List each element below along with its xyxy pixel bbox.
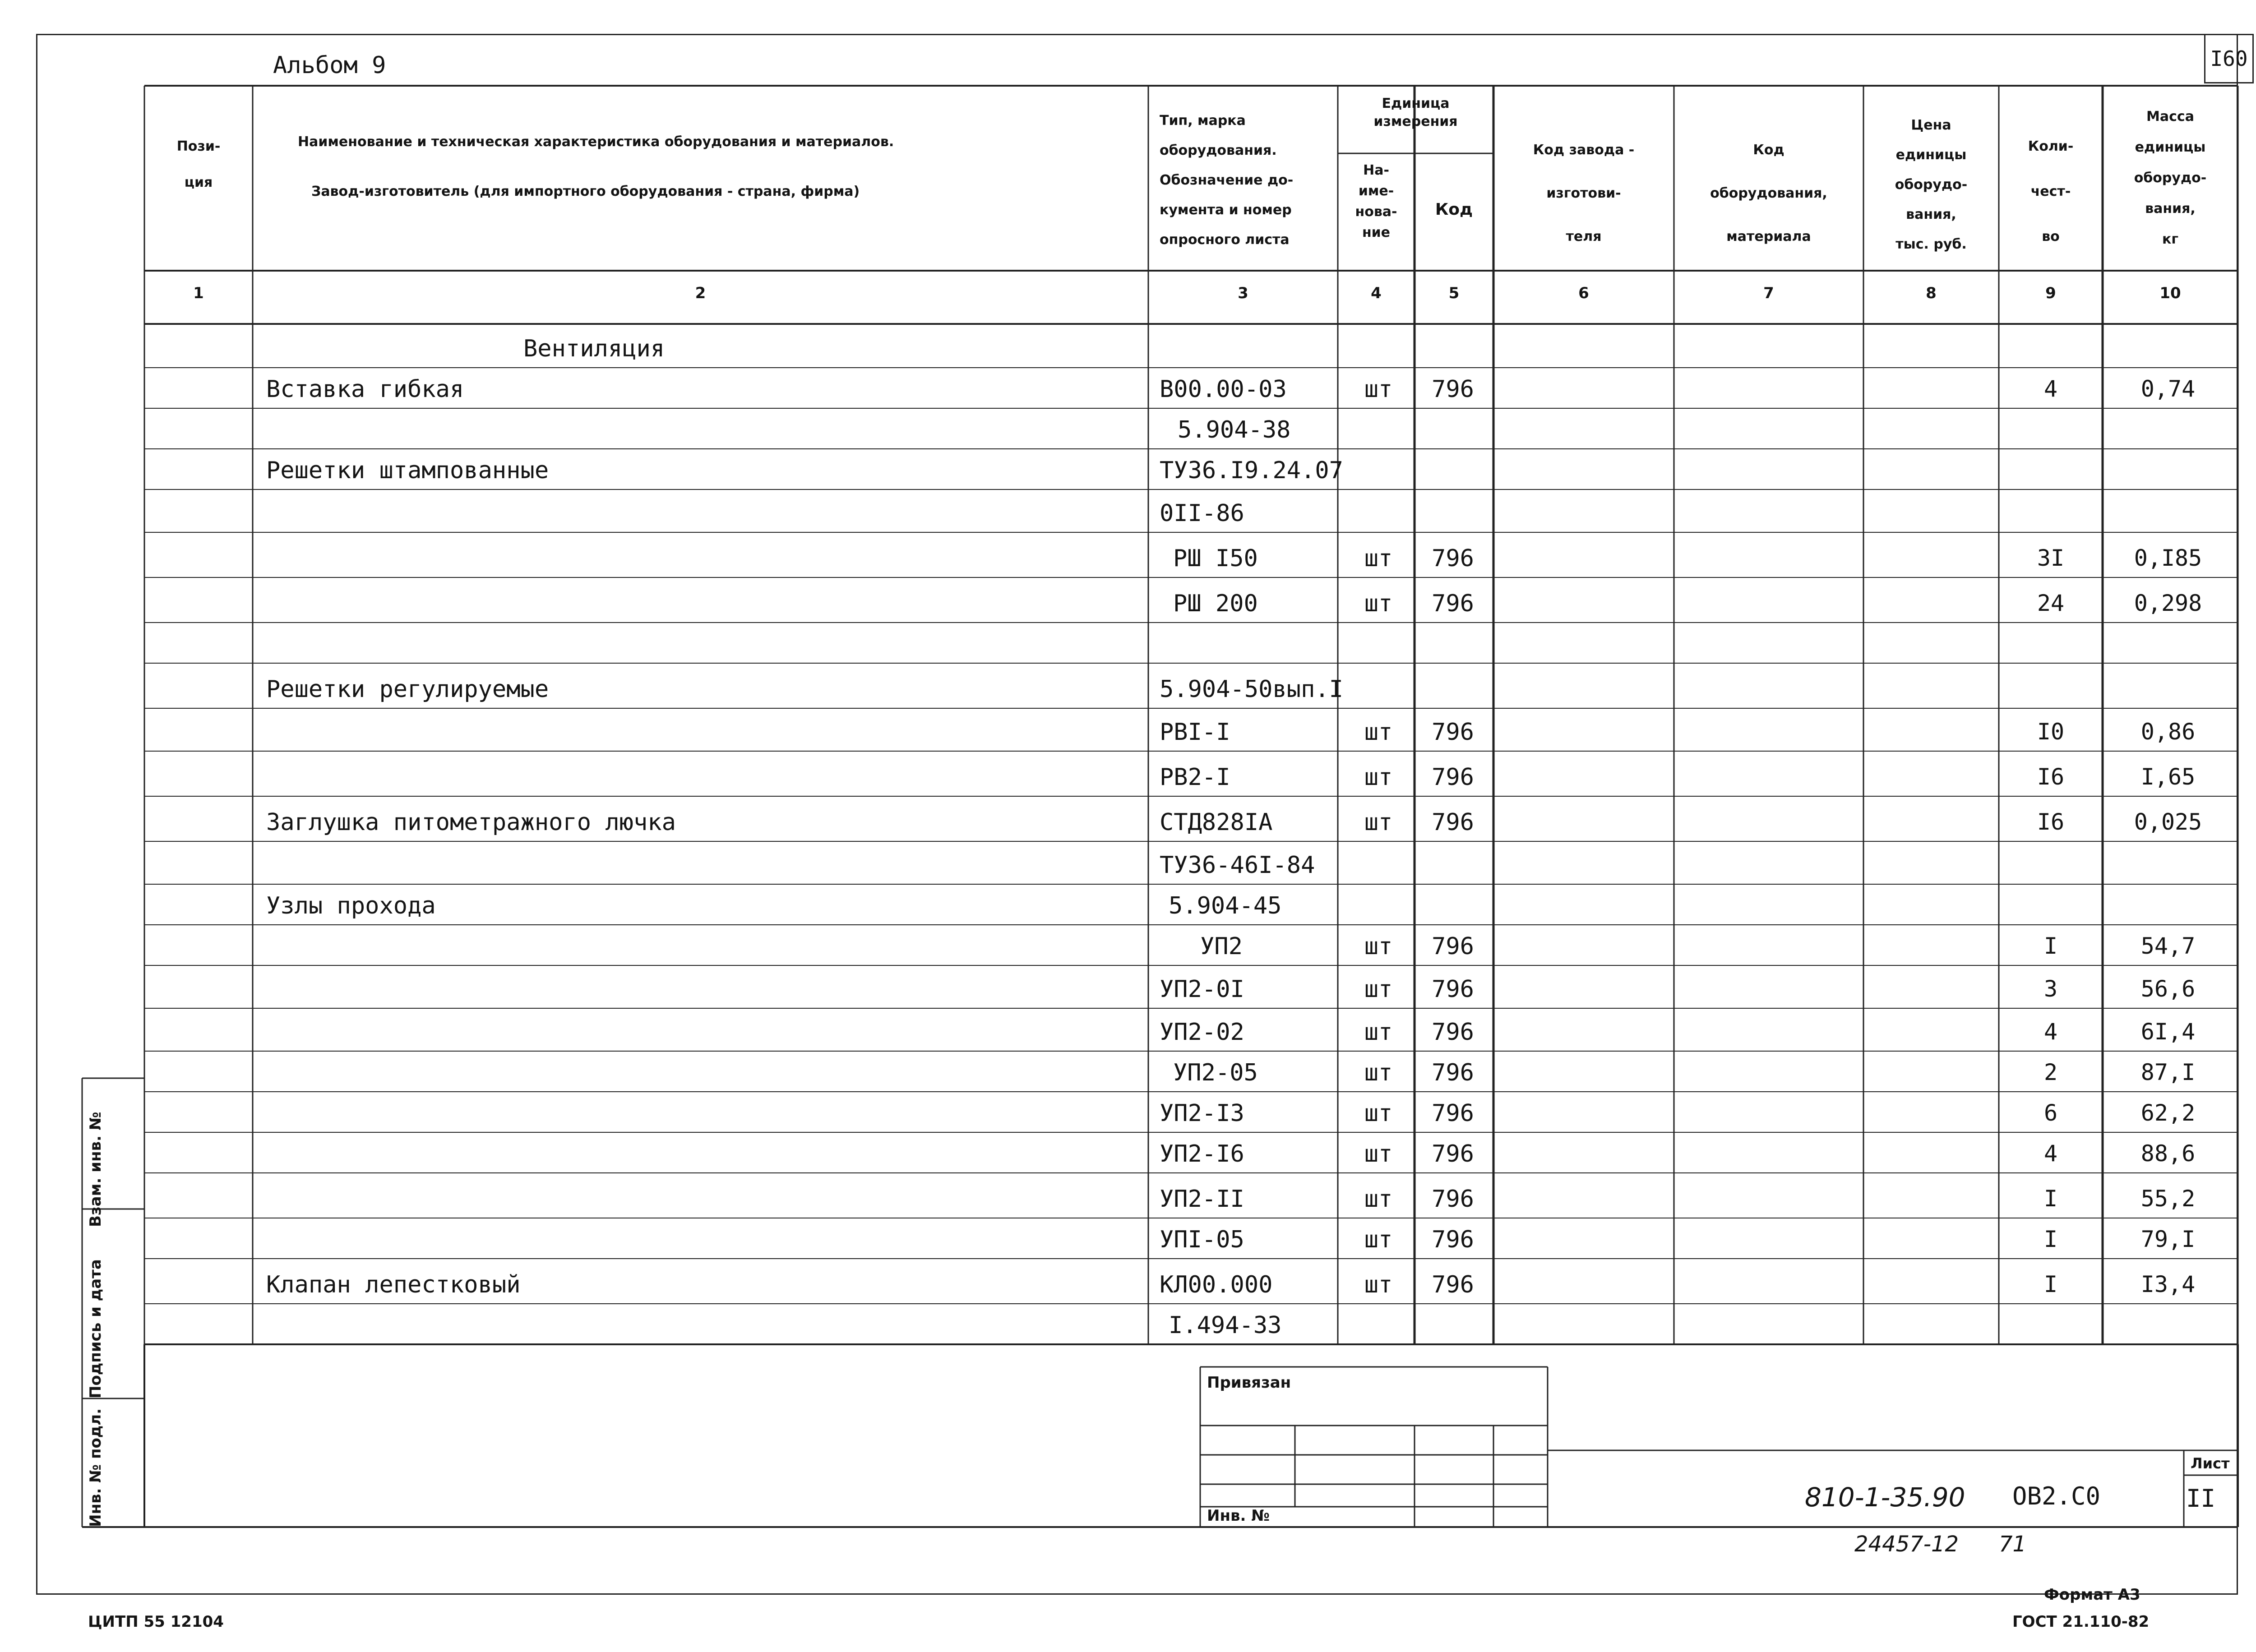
item-mass: 55,2	[2140, 1186, 2196, 1212]
header-price-l3: оборудо-	[1895, 177, 1968, 193]
header-mass-l5: кг	[2162, 231, 2179, 247]
stamp-code: ОВ2.С0	[2012, 1482, 2101, 1510]
item-mass: 88,6	[2140, 1140, 2196, 1167]
header-position-line2: ция	[184, 175, 213, 190]
header-unit	[1338, 95, 1493, 131]
column-number-1: 1	[193, 284, 204, 302]
item-code: 796	[1432, 1186, 1474, 1213]
header-factory-code-l2: изготови-	[1546, 185, 1621, 201]
item-mass: 54,7	[2140, 933, 2196, 959]
header-factory-code	[1493, 129, 1674, 258]
item-unit: шт	[1364, 1186, 1393, 1213]
header-unit-name-l1: На-	[1363, 162, 1389, 178]
item-code: 796	[1432, 1271, 1474, 1298]
item-unit: шт	[1364, 590, 1393, 617]
item-code: 796	[1432, 376, 1474, 403]
item-mass: 87,I	[2140, 1059, 2196, 1085]
header-quantity-l2: чест-	[2030, 184, 2071, 199]
header-mass-l3: оборудо-	[2134, 170, 2207, 186]
item-code: 796	[1432, 1019, 1474, 1046]
item-type: 0II-86	[1160, 500, 1244, 527]
header-mass-l4: вания,	[2145, 201, 2196, 217]
item-unit: шт	[1364, 719, 1393, 746]
item-mass: 0,74	[2140, 376, 2196, 402]
item-unit: шт	[1364, 976, 1393, 1003]
album-label: Альбом 9	[273, 52, 386, 79]
footer-citp: ЦИТП 55 12104	[88, 1613, 224, 1631]
item-quantity: 4	[2043, 1140, 2058, 1167]
item-code: 796	[1432, 590, 1474, 617]
item-unit: шт	[1364, 545, 1393, 572]
header-price-l5: тыс. руб.	[1895, 236, 1967, 252]
item-type: УП2-05	[1173, 1059, 1258, 1086]
item-unit: шт	[1364, 1140, 1393, 1167]
stamp-inv-no: Инв. №	[1207, 1507, 1270, 1525]
item-type: В00.00-03	[1160, 376, 1287, 403]
side-label-signature-date: Подпись и дата	[87, 1259, 105, 1398]
header-unit-name-l4: ние	[1362, 225, 1391, 240]
side-label-original-inv: Инв. № подл.	[87, 1408, 105, 1527]
header-unit-line2: измерения	[1373, 114, 1458, 129]
item-quantity: 3I	[2037, 545, 2065, 571]
column-number-3: 3	[1238, 284, 1248, 302]
item-type: РШ 200	[1173, 590, 1258, 617]
header-unit-line1: Единица	[1382, 96, 1450, 111]
item-type: ТУ36-46I-84	[1160, 852, 1315, 879]
item-unit: шт	[1364, 933, 1393, 960]
item-name: Клапан лепестковый	[266, 1271, 521, 1298]
header-factory-code-l1: Код завода -	[1533, 142, 1635, 158]
header-name-line1: Наименование и техническая характеристика оборудования и материалов.	[298, 134, 894, 150]
item-quantity: 2	[2043, 1059, 2058, 1085]
header-price	[1863, 111, 1999, 259]
item-mass: 6I,4	[2140, 1019, 2196, 1045]
item-unit: шт	[1364, 1271, 1393, 1298]
item-name: Вставка гибкая	[266, 376, 464, 403]
column-number-5: 5	[1448, 284, 1460, 302]
item-code: 796	[1432, 976, 1474, 1003]
item-code: 796	[1432, 1059, 1474, 1086]
item-name: Решетки регулируемые	[266, 676, 549, 703]
item-name: Узлы прохода	[266, 892, 436, 919]
item-type: УПI-05	[1160, 1226, 1244, 1253]
item-mass: 0,I85	[2134, 545, 2202, 571]
item-mass: I,65	[2140, 764, 2196, 790]
item-type: РВ2-I	[1160, 764, 1230, 791]
item-unit: шт	[1364, 1100, 1393, 1127]
header-equipment-code-l3: материала	[1726, 229, 1811, 245]
header-unit-name-l3: нова-	[1355, 204, 1397, 220]
header-unit-name	[1338, 160, 1415, 243]
item-quantity: 4	[2043, 376, 2058, 402]
item-type: ТУ36.I9.24.07	[1160, 457, 1343, 484]
header-mass-l2: единицы	[2135, 139, 2206, 155]
item-quantity: 6	[2043, 1100, 2058, 1126]
stamp-sheet-label: Лист	[2191, 1455, 2230, 1472]
item-quantity: 4	[2043, 1019, 2058, 1045]
item-type: УП2	[1200, 933, 1243, 960]
column-number-4: 4	[1371, 284, 1382, 302]
item-type: 5.904-38	[1178, 416, 1291, 443]
header-equipment-code-l2: оборудования,	[1710, 185, 1827, 201]
item-unit: шт	[1364, 764, 1393, 791]
column-number-10: 10	[2159, 284, 2181, 302]
item-quantity: 24	[2037, 590, 2065, 616]
item-quantity: I6	[2037, 764, 2065, 790]
header-type-line5: опросного листа	[1160, 232, 1290, 248]
header-price-l2: единицы	[1895, 147, 1967, 163]
item-name: Решетки штампованные	[266, 457, 549, 484]
stamp-privyazan: Привязан	[1207, 1374, 1291, 1392]
stamp-designation: 810-1-35.90	[1805, 1482, 1965, 1513]
item-mass: 0,298	[2134, 590, 2202, 616]
item-type: СТД828IА	[1160, 809, 1273, 836]
item-type: УП2-II	[1160, 1186, 1244, 1213]
section-heading: Вентиляция	[523, 335, 665, 362]
column-number-9: 9	[2045, 284, 2056, 302]
item-quantity: I0	[2037, 719, 2065, 745]
header-type-line2: оборудования.	[1160, 143, 1277, 158]
header-price-l1: Цена	[1911, 117, 1951, 133]
item-quantity: 3	[2043, 976, 2058, 1002]
item-name: Заглушка питометражного лючка	[266, 809, 676, 836]
header-type	[1160, 106, 1331, 255]
header-unit-code: Код	[1435, 200, 1473, 219]
item-type: УП2-I6	[1160, 1140, 1244, 1167]
header-factory-code-l3: теля	[1566, 229, 1602, 245]
side-label-replacement-inv: Взам. инв. №	[87, 1112, 105, 1227]
item-type: 5.904-45	[1169, 892, 1282, 919]
item-unit: шт	[1364, 809, 1393, 836]
item-quantity: I	[2043, 1271, 2058, 1297]
column-number-7: 7	[1763, 284, 1774, 302]
footer-gost: ГОСТ 21.110-82	[2012, 1613, 2150, 1631]
item-type: РШ I50	[1173, 545, 1258, 572]
item-quantity: I	[2043, 933, 2058, 959]
item-type: I.494-33	[1169, 1312, 1282, 1339]
header-unit-name-l2: име-	[1358, 183, 1394, 199]
item-mass: 0,86	[2140, 719, 2196, 745]
header-position	[147, 138, 250, 192]
item-code: 796	[1432, 719, 1474, 746]
column-number-6: 6	[1578, 284, 1589, 302]
item-mass: 79,I	[2140, 1226, 2196, 1252]
handwritten-number: 24457-12	[1854, 1532, 1959, 1557]
item-quantity: I	[2043, 1226, 2058, 1252]
header-name	[298, 133, 894, 201]
item-unit: шт	[1364, 376, 1393, 403]
item-code: 796	[1432, 1140, 1474, 1167]
column-number-2: 2	[695, 284, 706, 302]
item-mass: 0,025	[2134, 809, 2202, 835]
header-type-line1: Тип, марка	[1160, 113, 1246, 129]
item-unit: шт	[1364, 1226, 1393, 1253]
item-mass: I3,4	[2140, 1271, 2196, 1297]
item-type: УП2-02	[1160, 1019, 1244, 1046]
header-mass-l1: Масса	[2146, 109, 2194, 125]
item-quantity: I	[2043, 1186, 2058, 1212]
header-mass	[2103, 102, 2238, 255]
header-position-line1: Пози-	[176, 138, 221, 154]
item-type: УП2-0I	[1160, 976, 1244, 1003]
footer-format: Формат А3	[2044, 1586, 2140, 1604]
header-name-line2: Завод-изготовитель (для импортного оборудования - страна, фирма)	[311, 184, 860, 199]
item-quantity: I6	[2037, 809, 2065, 835]
item-mass: 62,2	[2140, 1100, 2196, 1126]
header-equipment-code	[1674, 129, 1863, 258]
item-unit: шт	[1364, 1059, 1393, 1086]
header-equipment-code-l1: Код	[1753, 142, 1784, 158]
stamp-sheet-value: II	[2186, 1484, 2216, 1513]
header-quantity-l1: Коли-	[2028, 138, 2074, 154]
header-price-l4: вания,	[1906, 207, 1956, 222]
item-code: 796	[1432, 809, 1474, 836]
column-number-8: 8	[1926, 284, 1937, 302]
item-code: 796	[1432, 545, 1474, 572]
header-quantity-l3: во	[2042, 229, 2060, 245]
item-code: 796	[1432, 933, 1474, 960]
header-type-line3: Обозначение до-	[1160, 172, 1294, 188]
header-type-line4: кумента и номер	[1160, 202, 1292, 218]
page-number: I60	[2210, 46, 2248, 71]
handwritten-number-2: 71	[1999, 1532, 2027, 1557]
item-type: РВI-I	[1160, 719, 1230, 746]
item-type: КЛ00.000	[1160, 1271, 1273, 1298]
item-unit: шт	[1364, 1019, 1393, 1046]
item-type: 5.904-50вып.I	[1160, 676, 1343, 703]
item-code: 796	[1432, 1100, 1474, 1127]
item-code: 796	[1432, 1226, 1474, 1253]
header-quantity	[1999, 124, 2103, 259]
item-code: 796	[1432, 764, 1474, 791]
item-type: УП2-I3	[1160, 1100, 1244, 1127]
item-mass: 56,6	[2140, 976, 2196, 1002]
